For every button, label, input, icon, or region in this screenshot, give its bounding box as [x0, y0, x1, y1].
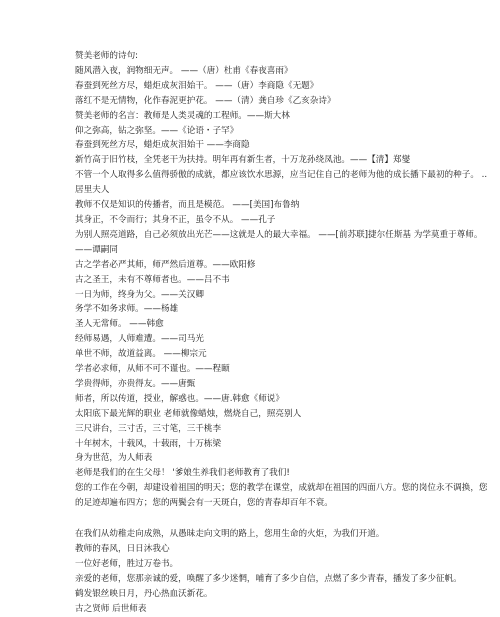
text-paragraph: 您的工作在今朝，却建设着祖国的明天；您的教学在课堂，成就却在祖国的四面八方。您的岗位永不调换，您的足迹却遍布四方；您的两鬓会有一天斑白，您的青春却百年不衰。	[75, 483, 488, 509]
text-line: 学者必求师，从师不可不谨也。——程颐	[75, 364, 230, 375]
text-line: 在我们从幼稚走向成熟，从愚昧走向文明的路上，您用生命的火炬，为我们开道。	[75, 529, 385, 540]
text-line: 一日为师，终身为父。——关汉卿	[75, 289, 204, 300]
text-line: 鹤发银丝映日月，丹心热血沃新花。	[75, 588, 213, 599]
text-line: 三尺讲台，三寸舌，三寸笔，三千桃李	[75, 423, 222, 434]
text-line: 十年树木，十载风，十载雨，十万栋梁	[75, 438, 222, 449]
text-paragraph: 亲爱的老师，您那亲诚的爱，唤醒了多少迷惘，哺育了多少自信，点燃了多少青春，播发了多少征帆。	[75, 573, 462, 584]
text-line: 单世不师，故道益离。 ——柳宗元	[75, 349, 207, 360]
text-line: 春蚕到死丝方尽，蜡炬成灰泪始干。 ——（唐）李商隐《无题》	[75, 80, 319, 91]
text-line: 教师不仅是知识的传播者，而且是模范。 ——[美国]布鲁纳	[75, 200, 300, 211]
text-line: 身为世范，为人师表	[75, 453, 153, 464]
text-line: 落红不是无情物，化作春泥更护花。 ——（清）龚自珍《乙亥杂诗》	[75, 95, 336, 106]
text-line: 古之学者必严其师，师严然后道尊。——欧阳修	[75, 259, 256, 270]
text-line: 其身正，不令而行；其身不正，虽令不从。 ——孔子	[75, 214, 276, 225]
text-line: 随风潜入夜，润物细无声。 ——（唐）杜甫《春夜喜雨》	[75, 65, 293, 76]
text-line: 老师是我们的在生父母！ '爹娘生养我们老师教育了我们!	[75, 468, 290, 479]
text-line: 赞美老师的名言：教师是人类灵魂的工程师。——斯大林	[75, 110, 290, 121]
text-line: 古之贤师 后世师表	[75, 603, 147, 614]
text-line: 新竹高于旧竹枝，全凭老干为扶持。明年再有新生者，十万龙孙绕凤池。——【清】郑燮	[75, 155, 411, 166]
text-paragraph: 为别人照亮道路，自己必须放出光芒——这就是人的最大幸福。 ——[前苏联]捷尔任斯基 为学莫重于尊师。——谭嗣同	[75, 229, 483, 255]
text-line: 一位好老师，胜过万卷书。	[75, 558, 179, 569]
text-line: 务学不如务求师。——杨雄	[75, 304, 179, 315]
text-line: 经师易遇，人师难遭。——司马光	[75, 334, 204, 345]
text-line: 学贵得师，亦贵得友。——唐甄	[75, 378, 196, 389]
blank-line	[75, 511, 489, 527]
heading-poems: 赞美老师的诗句:	[75, 51, 139, 61]
text-line: 师者，所以传道，授业，解惑也。——唐.韩愈《师说》	[75, 393, 284, 404]
text-line: 仰之弥高，钻之弥坚。——《论语・子罕》	[75, 125, 239, 136]
text-line: 春蚕到死丝方尽，蜡炬成灰泪始干 ——李商隐	[75, 140, 250, 151]
text-line: 教师的春风，日日沐我心	[75, 544, 170, 554]
text-line: 古之圣王，未有不尊师者也。——吕不韦	[75, 274, 230, 285]
document-body	[75, 49, 489, 617]
text-line: 太阳底下最光辉的职业 老师就像蜡烛，燃烧自己，照亮别人	[75, 408, 302, 419]
text-line: 圣人无常师。 ——韩愈	[75, 319, 164, 330]
text-paragraph: 不管一个人取得多么值得骄傲的成就，都应该饮水思源，应当记住自己的老师为他的成长播下最初的种子。 ..居里夫人	[75, 170, 488, 196]
